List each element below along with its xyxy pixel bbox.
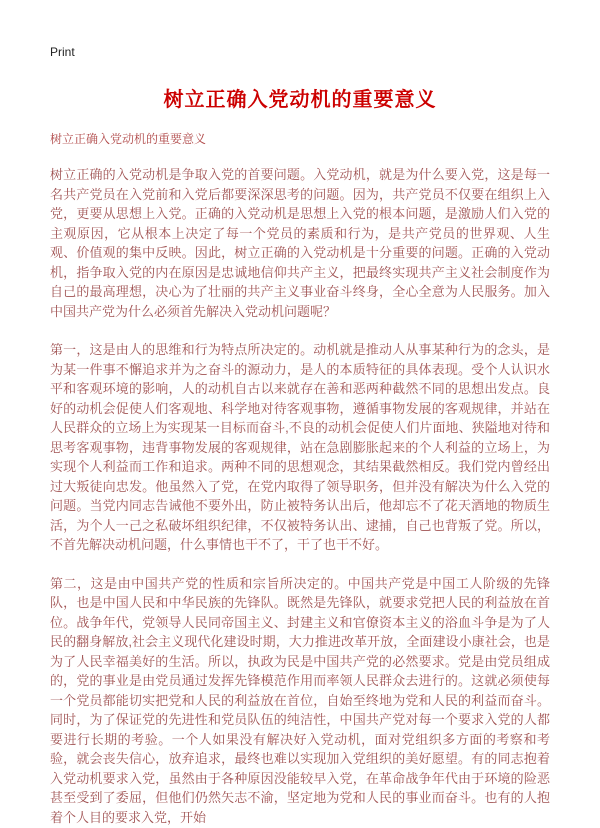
page-subtitle: 树立正确入党动机的重要意义 <box>50 132 207 146</box>
paragraph-second-point: 第二，这是由中国共产党的性质和宗旨所决定的。中国共产党是中国工人阶级的先锋队，也是中国人民和中华民族的先锋队。既然是先锋队，就要求党把人民的利益放在首位。战争年代，党领导人民同帝国主义、封建主义和官僚资本主义的浴血斗争是为了人民的翻身解放,社会主义现代化建设时期，大力推进改革开放，全面建设小康社会，也是为了人民幸福美好的生活。所以，执政为民是中国共产党的必然要求。党是由党员组成的，党的事业是由党员通过发挥先锋模范作用而率领人民群众去进行的。这就必须使每一个党员都能切实把党和人民的利益放在首位，自始至终地为党和人民的利益而奋斗。同时，为了保证党的先进性和党员队伍的纯洁性，中国共产党对每一个要求入党的人都要进行长期的考验。一个人如果没有解决好入党动机，面对党组织多方面的考察和考验，就会丧失信心，放弃追求，最终也难以实现加入党组织的美好愿望。有的同志抱着入党动机要求入党，虽然由于各种原因没能较早入党，在革命战争年代由于环境的险恶甚至受到了委屈，但他们仍然矢志不渝，坚定地为党和人民的事业而奋斗。也有的人抱着个人目的要求入党，开始 <box>50 575 550 825</box>
paragraph-intro: 树立正确的入党动机是争取入党的首要问题。入党动机，就是为什么要入党，这是每一名共产党员在入党前和入党后都要深深思考的问题。因为，共产党员不仅要在组织上入党，更要从思想上入党。正确的入党动机是思想上入党的根本问题，是激励人们入党的主观原因，它从根本上决定了每一个党员的素质和行为，是共产党员的世界观、人生观、价值观的集中反映。因此，树立正确的入党动机是十分重要的问题。正确的入党动机，指争取入党的内在原因是忠诚地信仰共产主义，把最终实现共产主义社会制度作为自己的最高理想，决心为了壮丽的共产主义事业奋斗终身，全心全意为人民服务。加入中国共产党为什么必须首先解决入党动机问题呢？ <box>50 167 550 319</box>
print-link[interactable]: Print <box>50 45 75 59</box>
page-title: 树立正确入党动机的重要意义 <box>163 89 437 111</box>
paragraph-first-point: 第一，这是由人的思维和行为特点所决定的。动机就是推动人从事某种行为的念头，是为某一件事不懈追求并为之奋斗的源动力，是人的本质特征的具体表现。受个人认识水平和客观环境的影响，人的动机自古以来就存在善和恶两种截然不同的思想出发点。良好的动机会促使人们客观地、科学地对待客观事物，遵循事物发展的客观规律，并站在人民群众的立场上为实现某一目标而奋斗,不良的动机会促使人们片面地、狭隘地对待和思考客观事物，违背事物发展的客观规律，站在急剧膨胀起来的个人利益的立场上，为实现个人利益而工作和追求。两种不同的思想观念，其结果截然相反。我们党内曾经出过大叛徒向忠发。他虽然入了党，在党内取得了领导职务，但并没有解决为什么入党的问题。当党内同志告诫他不要外出，防止被特务认出后，他却忘不了花天酒地的物质生活，为个人一己之私破坏组织纪律，不仅被特务认出、逮捕，自己也背叛了党。所以，不首先解决动机问题，什么事情也干不了，干了也干不好。 <box>50 342 550 552</box>
